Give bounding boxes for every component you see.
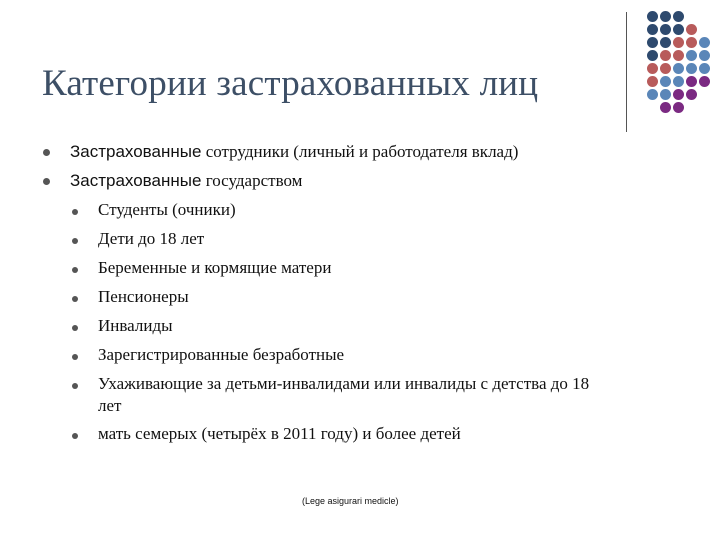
sub-bullet-dot: [72, 433, 78, 439]
bullet-dot: [43, 178, 50, 185]
decorative-dot: [647, 37, 658, 48]
sub-bullet-dot: [72, 354, 78, 360]
sub-bullet-item-continuation: лет: [98, 396, 122, 415]
decorative-dot: [660, 76, 671, 87]
sub-bullet-dot: [72, 325, 78, 331]
decorative-dot: [660, 11, 671, 22]
bullet-lead-text: Застрахованные: [70, 171, 202, 190]
sub-bullet-item: Беременные и кормящие матери: [98, 258, 332, 277]
decorative-dot: [673, 102, 684, 113]
decorative-dot: [673, 76, 684, 87]
bullet-rest-text: государством: [201, 171, 303, 190]
sub-bullet-item: Инвалиды: [98, 316, 173, 335]
bullet-item: [70, 142, 518, 162]
decorative-dot: [673, 24, 684, 35]
decorative-dot: [686, 50, 697, 61]
bullet-rest-text: сотрудники (личный и работодателя вклад): [201, 142, 519, 161]
decorative-dot: [686, 76, 697, 87]
bullet-item: [70, 171, 302, 191]
decorative-dot: [647, 63, 658, 74]
bullet-dot: [43, 149, 50, 156]
decorative-dot: [686, 24, 697, 35]
decorative-dot: [647, 76, 658, 87]
slide-title: Категории застрахованных лиц: [42, 63, 539, 104]
sub-bullet-dot: [72, 296, 78, 302]
sub-bullet-dot: [72, 209, 78, 215]
decorative-dot-grid: [639, 11, 719, 121]
sub-bullet-dot: [72, 267, 78, 273]
decorative-dot: [673, 50, 684, 61]
sub-bullet-item: Ухаживающие за детьми-инвалидами или инвалиды с детства до 18: [98, 374, 590, 393]
decorative-dot: [660, 24, 671, 35]
decorative-dot: [686, 89, 697, 100]
sub-bullet-dot: [72, 238, 78, 244]
decorative-dot: [673, 37, 684, 48]
decorative-dot: [660, 37, 671, 48]
decorative-dot: [686, 37, 697, 48]
decorative-dot: [673, 63, 684, 74]
sub-bullet-item: Пенсионеры: [98, 287, 189, 306]
sub-bullet-item: мать семерых (четырёх в 2011 году) и более детей: [98, 424, 461, 443]
decorative-dot: [660, 102, 671, 113]
decorative-dot: [647, 11, 658, 22]
decorative-dot: [699, 76, 710, 87]
decorative-dot: [699, 37, 710, 48]
decorative-dot: [686, 63, 697, 74]
decorative-dot: [660, 89, 671, 100]
decorative-dot: [647, 89, 658, 100]
decorative-dot: [660, 50, 671, 61]
bullet-lead-text: Застрахованные: [70, 142, 202, 161]
decorative-dot: [660, 63, 671, 74]
decorative-dot: [647, 50, 658, 61]
sub-bullet-item: Студенты (очники): [98, 200, 236, 219]
decorative-dot: [699, 63, 710, 74]
source-footnote: (Lege asigurari medicle): [302, 496, 399, 506]
sub-bullet-dot: [72, 383, 78, 389]
sub-bullet-item: Зарегистрированные безработные: [98, 345, 345, 364]
sub-bullet-item: Дети до 18 лет: [98, 229, 205, 248]
decorative-dot: [647, 24, 658, 35]
decorative-divider-line: [626, 12, 627, 132]
decorative-dot: [699, 50, 710, 61]
decorative-dot: [673, 89, 684, 100]
decorative-dot: [673, 11, 684, 22]
